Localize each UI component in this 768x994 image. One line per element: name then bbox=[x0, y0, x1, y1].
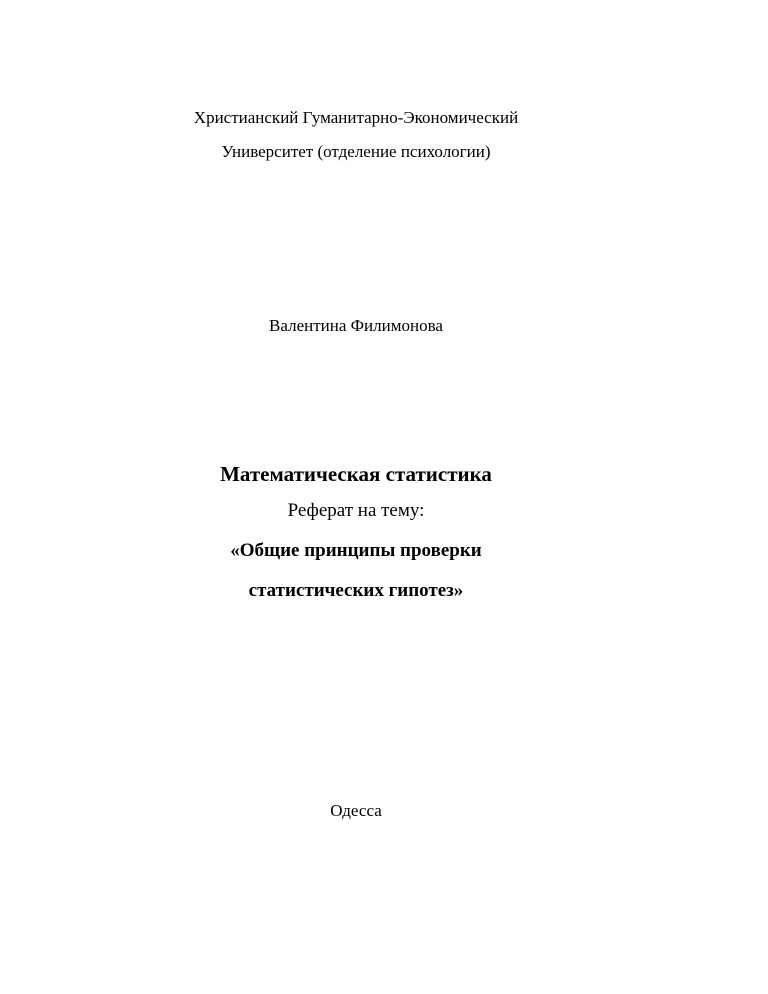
institution-line-2: Университет (отделение психологии) bbox=[221, 142, 491, 161]
author-name: Валентина Филимонова bbox=[269, 316, 443, 335]
topic-line-1: «Общие принципы проверки bbox=[230, 540, 482, 561]
city: Одесса bbox=[330, 801, 382, 820]
subject-title: Математическая статистика bbox=[220, 462, 492, 486]
work-type: Реферат на тему: bbox=[287, 500, 425, 521]
topic-line-2: статистических гипотез» bbox=[248, 580, 464, 601]
institution-line-1: Христианский Гуманитарно-Экономический bbox=[193, 108, 519, 127]
